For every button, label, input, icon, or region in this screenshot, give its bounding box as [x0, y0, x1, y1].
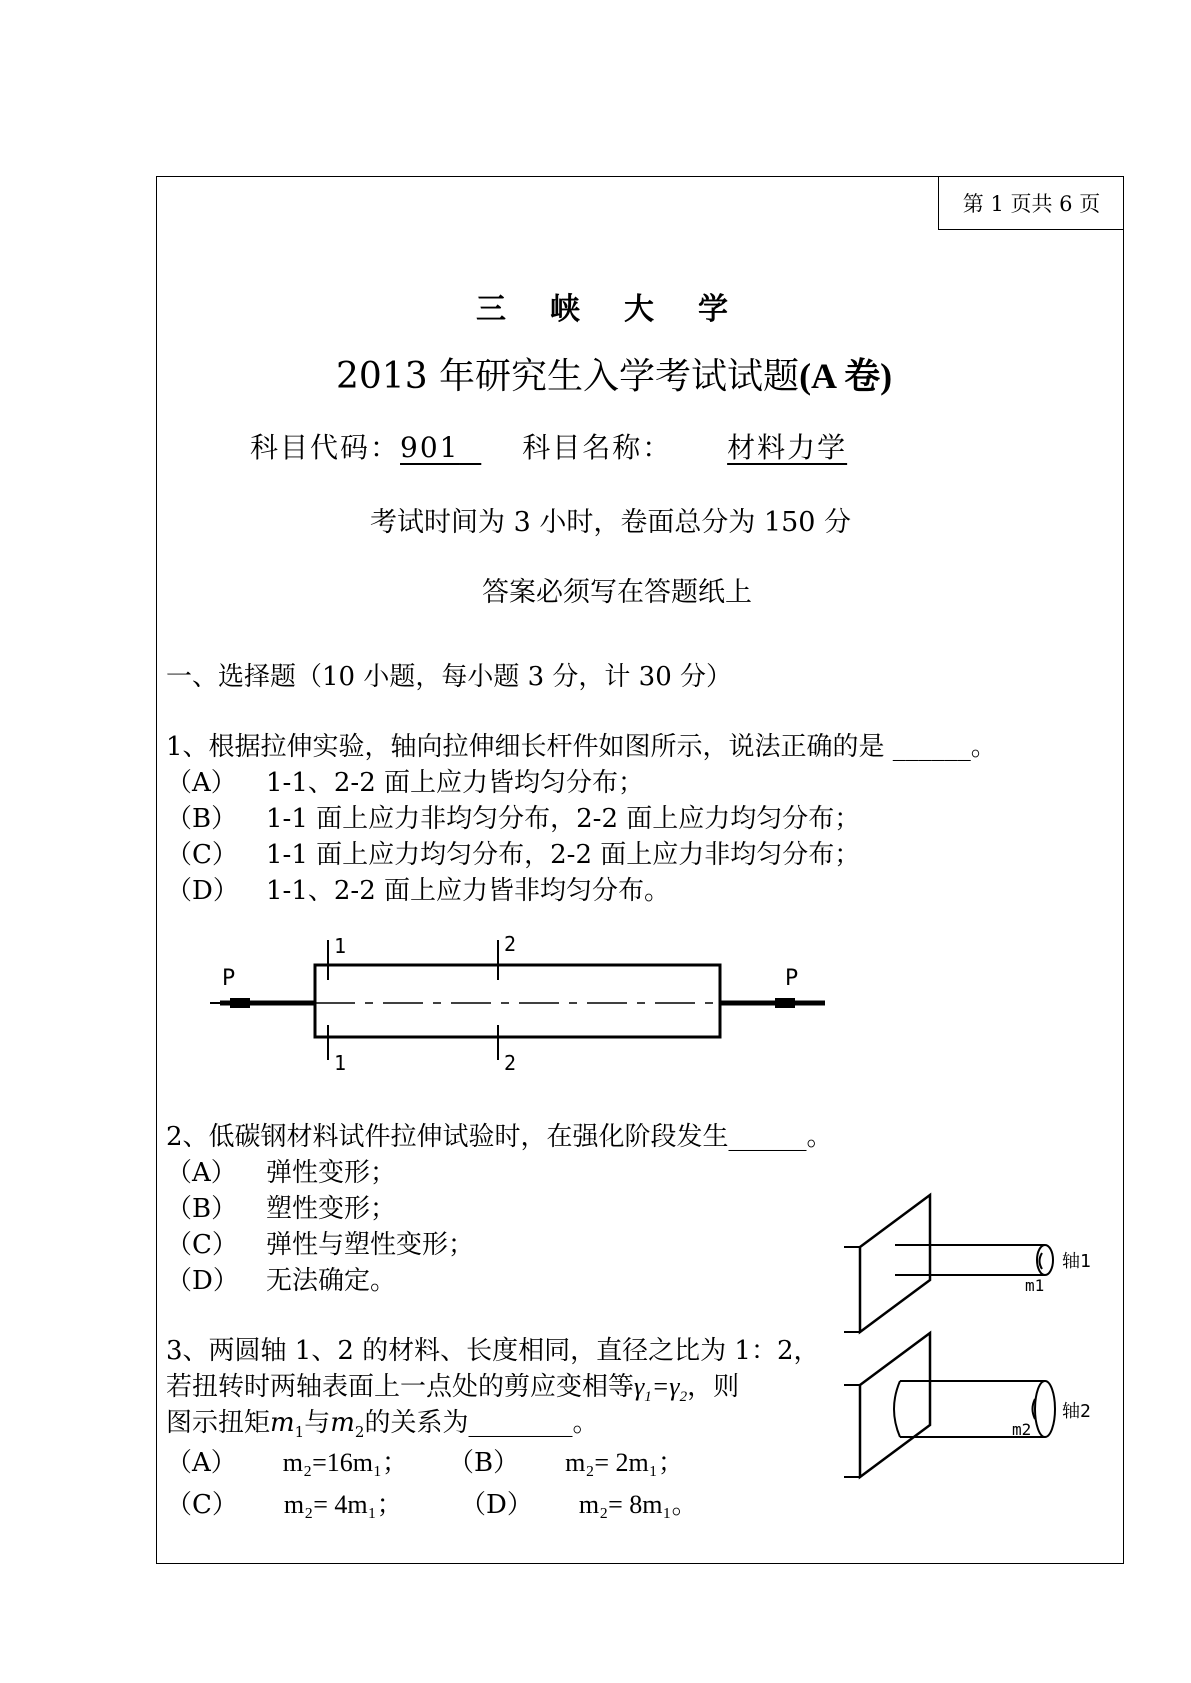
option-label: （A） [166, 1448, 237, 1478]
subject-code [400, 431, 481, 464]
q1-option-c [166, 834, 860, 871]
section1-bottom-label: 1 [334, 1051, 347, 1075]
exam-title [336, 348, 892, 399]
option-label: （B） [448, 1448, 520, 1478]
option-text: m₂= 4m₁； [283, 1490, 403, 1519]
shaft-2-label: 轴2 [1062, 1401, 1091, 1422]
q3-stem-line2: 若扭转时两轴表面上一点处的剪应变相等$\gamma_1=\gamma_2$，则 [166, 1372, 740, 1406]
option-label: （B） [166, 1194, 238, 1224]
option-label: （B） [166, 804, 238, 834]
q3-option-b [448, 1442, 684, 1479]
option-text: m₂= 8m₁。 [578, 1490, 698, 1519]
q2-option-b [166, 1188, 396, 1225]
shaft-2-end [1035, 1381, 1055, 1437]
q1-option-d [166, 870, 670, 907]
exam-title-text: 2013 年研究生入学考试试题 [336, 356, 800, 397]
subject-line [250, 426, 847, 466]
option-text: 1-1 面上应力均匀分布，2-2 面上应力非均匀分布； [266, 840, 861, 870]
page-number-box: 第 1 页共 6 页 [938, 176, 1124, 230]
q3-stem-text: 若扭转时两轴表面上一点处的剪应变相等 [166, 1372, 635, 1402]
option-label: （C） [166, 840, 238, 870]
university-name: 三峡大学 [476, 292, 772, 327]
option-text: 弹性变形； [266, 1158, 397, 1188]
option-text: 塑性变形； [266, 1194, 397, 1224]
shear-strain-equality: $\gamma_1=\gamma_2$ [634, 1372, 688, 1406]
q3-stem-text: 的关系为________。 [364, 1408, 599, 1438]
moment-1-label: m1 [1025, 1276, 1045, 1295]
subject-name-label: 科目名称： [522, 431, 673, 464]
q3-stem-line3: 图示扭矩$m_1$与$m_2$的关系为________。 [166, 1408, 599, 1442]
wall-1 [860, 1195, 930, 1332]
force-right-label: P [785, 966, 799, 991]
q3-shafts-figure [840, 1185, 1110, 1485]
right-force-arrow [775, 998, 795, 1008]
option-text: 1-1 面上应力非均匀分布，2-2 面上应力均匀分布； [266, 804, 861, 834]
q1-bar-figure [200, 925, 840, 1075]
q2-stem: 2、低碳钢材料试件拉伸试验时，在强化阶段发生______。 [166, 1122, 833, 1152]
q3-option-c [166, 1484, 403, 1521]
option-label: （A） [166, 1158, 237, 1188]
option-label: （D） [166, 876, 239, 906]
left-force-arrow [230, 998, 250, 1008]
section1-heading: 一、选择题（10 小题，每小题 3 分，计 30 分） [166, 662, 733, 692]
q3-option-d [460, 1484, 698, 1521]
force-left-label: P [222, 966, 236, 991]
subject-code-label: 科目代码： [250, 431, 401, 464]
subject-name: 材料力学 [727, 431, 848, 464]
q1-option-a [166, 762, 644, 799]
option-text: 无法确定。 [266, 1266, 397, 1296]
q2-option-d [166, 1260, 396, 1297]
option-label: （A） [166, 768, 237, 798]
bar-body [315, 965, 720, 1037]
option-label: （C） [166, 1490, 238, 1520]
option-text: 1-1、2-2 面上应力皆非均匀分布。 [266, 876, 671, 906]
option-text: m₂=16m₁； [282, 1448, 409, 1477]
option-text: m₂= 2m₁； [565, 1448, 684, 1477]
exam-volume: (A 卷) [799, 356, 893, 396]
answer-note: 答案必须写在答题纸上 [482, 577, 752, 608]
section2-bottom-label: 2 [504, 1051, 517, 1075]
shaft-1-label: 轴1 [1062, 1251, 1091, 1272]
subject-code-value: 901 [400, 431, 460, 464]
option-label: （D） [166, 1266, 239, 1296]
q3-stem-text: 与 [304, 1408, 331, 1438]
option-label: （C） [166, 1230, 238, 1260]
option-label: （D） [460, 1490, 533, 1520]
q2-option-c [166, 1224, 474, 1261]
q1-option-b [166, 798, 860, 835]
q3-option-a [166, 1442, 408, 1479]
section1-top-label: 1 [334, 934, 347, 958]
option-text: 1-1、2-2 面上应力皆均匀分布； [266, 768, 645, 798]
q1-stem: 1、根据拉伸实验，轴向拉伸细长杆件如图所示，说法正确的是 ______。 [166, 732, 997, 762]
q3-stem-line1: 3、两圆轴 1、2 的材料、长度相同，直径之比为 1：2， [166, 1336, 820, 1366]
option-text: 弹性与塑性变形； [266, 1230, 475, 1260]
q3-stem-text: 图示扭矩 [166, 1408, 271, 1438]
section2-top-label: 2 [504, 932, 517, 956]
moment-2-label: m2 [1012, 1420, 1032, 1439]
exam-time-note: 考试时间为 3 小时，卷面总分为 150 分 [370, 507, 852, 538]
q2-option-a [166, 1152, 396, 1189]
